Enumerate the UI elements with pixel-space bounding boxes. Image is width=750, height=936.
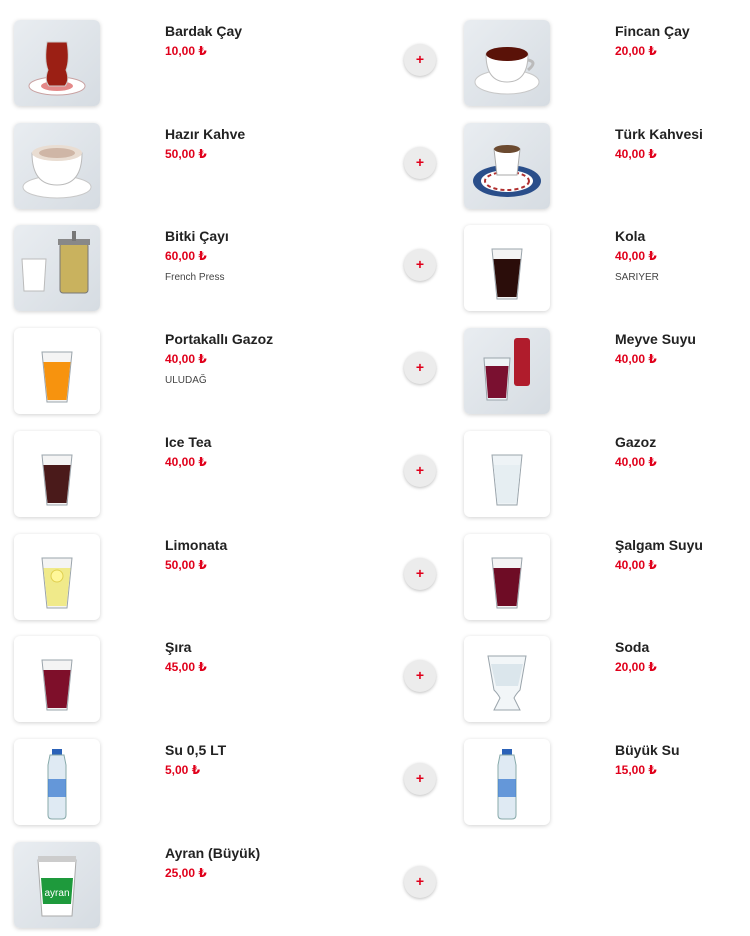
product-note: French Press xyxy=(165,272,225,283)
product-image[interactable] xyxy=(14,123,100,209)
product-image[interactable] xyxy=(464,636,550,722)
product-image[interactable] xyxy=(14,739,100,825)
product-price: 40,00 ₺ xyxy=(165,455,207,469)
add-to-cart-button[interactable]: + xyxy=(404,660,436,692)
product-price: 40,00 ₺ xyxy=(615,352,657,366)
product-price: 40,00 ₺ xyxy=(615,147,657,161)
product-price: 20,00 ₺ xyxy=(615,44,657,58)
product-price: 40,00 ₺ xyxy=(165,352,207,366)
product-price: 40,00 ₺ xyxy=(615,455,657,469)
product-card[interactable] xyxy=(0,739,300,831)
product-price: 40,00 ₺ xyxy=(615,558,657,572)
coffee-cup-icon xyxy=(14,123,100,209)
product-name[interactable]: Şalgam Suyu xyxy=(615,537,703,553)
product-card[interactable] xyxy=(450,20,750,112)
product-card[interactable] xyxy=(0,534,300,626)
product-name[interactable]: Şıra xyxy=(165,639,192,655)
ice-tea-glass-icon xyxy=(14,431,100,517)
product-card[interactable] xyxy=(450,328,750,420)
french-press-icon xyxy=(14,225,100,311)
product-card[interactable] xyxy=(450,739,750,831)
product-note: ULUDAĞ xyxy=(165,375,207,386)
add-to-cart-button[interactable]: + xyxy=(404,147,436,179)
product-name[interactable]: Büyük Su xyxy=(615,742,680,758)
product-name[interactable]: Fincan Çay xyxy=(615,23,690,39)
product-image[interactable] xyxy=(14,636,100,722)
product-card[interactable] xyxy=(0,431,300,523)
product-name[interactable]: Ayran (Büyük) xyxy=(165,845,261,861)
product-image[interactable] xyxy=(14,842,100,928)
product-price: 10,00 ₺ xyxy=(165,44,207,58)
orange-soda-glass-icon xyxy=(14,328,100,414)
add-to-cart-button[interactable]: + xyxy=(404,763,436,795)
add-to-cart-button[interactable]: + xyxy=(404,249,436,281)
product-price: 40,00 ₺ xyxy=(615,249,657,263)
product-card[interactable] xyxy=(0,20,300,112)
turnip-juice-glass-icon xyxy=(464,534,550,620)
product-name[interactable]: Türk Kahvesi xyxy=(615,126,703,142)
juice-glass-icon xyxy=(464,328,550,414)
add-to-cart-button[interactable]: + xyxy=(404,558,436,590)
product-card[interactable] xyxy=(450,534,750,626)
add-to-cart-button[interactable]: + xyxy=(404,455,436,487)
lemonade-glass-icon xyxy=(14,534,100,620)
product-price: 45,00 ₺ xyxy=(165,660,207,674)
product-card[interactable] xyxy=(450,225,750,317)
product-image[interactable] xyxy=(14,431,100,517)
tea-cup-icon xyxy=(464,20,550,106)
water-bottle-icon xyxy=(14,739,100,825)
product-name[interactable]: Bardak Çay xyxy=(165,23,243,39)
product-price: 25,00 ₺ xyxy=(165,866,207,880)
product-image[interactable] xyxy=(464,431,550,517)
product-image[interactable] xyxy=(464,123,550,209)
product-image[interactable] xyxy=(14,534,100,620)
product-name[interactable]: Limonata xyxy=(165,537,228,553)
product-card[interactable] xyxy=(450,636,750,728)
product-note: SARIYER xyxy=(615,272,659,283)
product-card[interactable] xyxy=(0,328,300,420)
product-price: 50,00 ₺ xyxy=(165,558,207,572)
product-image[interactable] xyxy=(14,225,100,311)
soda-glass-icon xyxy=(464,431,550,517)
cola-glass-icon xyxy=(464,225,550,311)
product-image[interactable] xyxy=(464,225,550,311)
product-name[interactable]: Portakallı Gazoz xyxy=(165,331,274,347)
turkish-coffee-icon xyxy=(464,123,550,209)
soda-water-glass-icon xyxy=(464,636,550,722)
product-image[interactable] xyxy=(14,328,100,414)
sira-glass-icon xyxy=(14,636,100,722)
product-card[interactable] xyxy=(0,123,300,215)
ayran-cup-icon xyxy=(14,842,100,928)
product-image[interactable] xyxy=(14,20,100,106)
add-to-cart-button[interactable]: + xyxy=(404,352,436,384)
product-name[interactable]: Soda xyxy=(615,639,650,655)
product-name[interactable]: Gazoz xyxy=(615,434,657,450)
product-card[interactable] xyxy=(0,225,300,317)
tea-glass-icon xyxy=(14,20,100,106)
product-image[interactable] xyxy=(464,328,550,414)
water-bottle-icon xyxy=(464,739,550,825)
product-price: 60,00 ₺ xyxy=(165,249,207,263)
product-image[interactable] xyxy=(464,534,550,620)
product-name[interactable]: Kola xyxy=(615,228,646,244)
svg-text:ayran: ayran xyxy=(44,888,70,899)
add-to-cart-button[interactable]: + xyxy=(404,866,436,898)
product-card[interactable] xyxy=(450,431,750,523)
product-name[interactable]: Hazır Kahve xyxy=(165,126,246,142)
product-price: 20,00 ₺ xyxy=(615,660,657,674)
product-price: 15,00 ₺ xyxy=(615,763,657,777)
product-name[interactable]: Ice Tea xyxy=(165,434,212,450)
product-price: 50,00 ₺ xyxy=(165,147,207,161)
product-price: 5,00 ₺ xyxy=(165,763,201,777)
product-card[interactable] xyxy=(450,123,750,215)
product-card[interactable] xyxy=(0,636,300,728)
product-name[interactable]: Bitki Çayı xyxy=(165,228,229,244)
product-card[interactable] xyxy=(0,842,300,934)
add-to-cart-button[interactable]: + xyxy=(404,44,436,76)
product-name[interactable]: Su 0,5 LT xyxy=(165,742,227,758)
product-name[interactable]: Meyve Suyu xyxy=(615,331,696,347)
product-image[interactable] xyxy=(464,20,550,106)
product-image[interactable] xyxy=(464,739,550,825)
